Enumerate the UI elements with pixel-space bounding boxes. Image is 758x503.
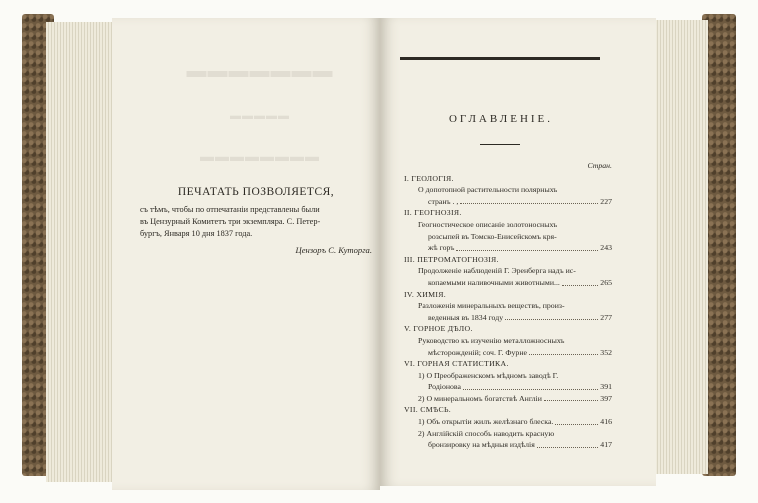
toc-entry-text: 2) О минеральномъ богатствѣ Англіи [418,393,542,403]
page-edges-right [652,20,708,474]
toc-section-heading: VII. СМѢСЬ. [404,405,452,415]
toc-page-number: 397 [600,393,612,403]
show-through-print: ▬▬▬▬▬▬▬ [186,60,334,82]
toc-entry-line: 1) О Преображенскомъ мѣдномъ заводѣ Г. [418,370,559,380]
toc-entry-line [400,416,612,428]
toc-entry-line [400,196,612,208]
permission-text [140,204,372,241]
toc-entry-line: О допотопной растительности полярныхъ [418,185,558,195]
show-through-print: ▬▬▬▬▬▬▬▬ [200,150,320,165]
toc-entry-line: Продолженіе наблюденій Г. Эренберга надъ ис- [418,266,576,276]
permission-title: ПЕЧАТАТЬ ПОЗВОЛЯЕТСЯ, [177,186,335,198]
toc-page-number: 352 [600,347,612,357]
dot-leader [555,416,598,425]
permission-line: въ Цензурный Комитетъ три экземпляра. С. Петер- [140,217,321,227]
toc-page-number: 277 [600,312,612,322]
toc-entry-line [400,347,612,359]
toc-section-heading: I. ГЕОЛОГІЯ. [404,173,454,183]
permission-line: съ тѣмъ, чтобы по отпечатаніи представлены были [140,205,320,214]
toc-entry-text: мѣсторожденій; соч. Г. Фурне [428,347,527,357]
title-rule [480,144,520,145]
toc-page-number: 227 [600,196,612,206]
toc-entry-line [400,393,612,405]
toc-page-number: 391 [600,382,612,392]
toc-section-heading: IV. ХИМІЯ. [404,289,447,299]
table-of-contents [400,160,612,451]
dot-leader [529,347,598,356]
toc-section-heading: VI. ГОРНАЯ СТАТИСТИКА. [404,359,509,369]
dot-leader [544,393,598,402]
permission-line: бургъ, Января 10 дня 1837 года. [140,229,253,239]
toc-entry-text: странъ . , [428,196,459,206]
toc-entry-text: 1) Объ открытіи жилъ желѣзнаго блеска. [418,417,554,427]
show-through-print: ▬▬▬▬▬ [230,110,290,122]
dot-leader [505,312,598,321]
toc-entry-line [400,312,612,324]
toc-page-number: 243 [600,243,612,253]
toc-entry-text: бронзировку на мѣдныя издѣлія [428,440,535,450]
toc-page-number: 265 [600,277,612,287]
toc-entry-text: жѣ горъ [428,243,455,253]
toc-entry-text: веденныя въ 1834 году [428,312,504,322]
imprimatur-block [140,186,372,255]
dot-leader [463,381,598,390]
toc-entry-line: Разложенія минеральныхъ веществъ, произ- [418,301,565,311]
toc-page-number: 416 [600,417,612,427]
toc-section-heading: V. ГОРНОЕ ДѢЛО. [404,324,473,334]
toc-section-heading: II. ГЕОГНОЗІЯ. [404,208,462,218]
toc-entry-line [400,439,612,451]
toc-title: ОГЛАВЛЕНІЕ. [448,113,554,125]
dot-leader [562,277,598,286]
toc-entry-line: 2) Англійскій способъ наводить красную [418,428,555,438]
page-edges-left [46,22,116,482]
toc-section-heading: III. ПЕТРОМАТОГНОЗІЯ. [404,254,499,264]
toc-entry-line: Руководство къ изученію металложносныхъ [418,335,565,345]
dot-leader [460,196,598,205]
header-rule [400,57,600,60]
toc-page-number: 417 [600,440,612,450]
dot-leader [456,242,598,251]
toc-entry-line: розсыпей въ Томско-Енисейскомъ кря- [428,231,557,241]
censor-signature: Цензоръ С. Куторга. [295,244,372,255]
toc-entry-line [400,381,612,393]
page-column-label: Стран. [587,161,612,170]
dot-leader [537,439,598,448]
toc-entry-line [400,277,612,289]
toc-entry-text: копаемыми наливочными животными... [428,277,560,287]
toc-entry-line [400,242,612,254]
toc-entry-text: Родіонова [428,382,461,392]
toc-entry-line: Геогностическое описаніе золотоносныхъ [418,219,558,229]
